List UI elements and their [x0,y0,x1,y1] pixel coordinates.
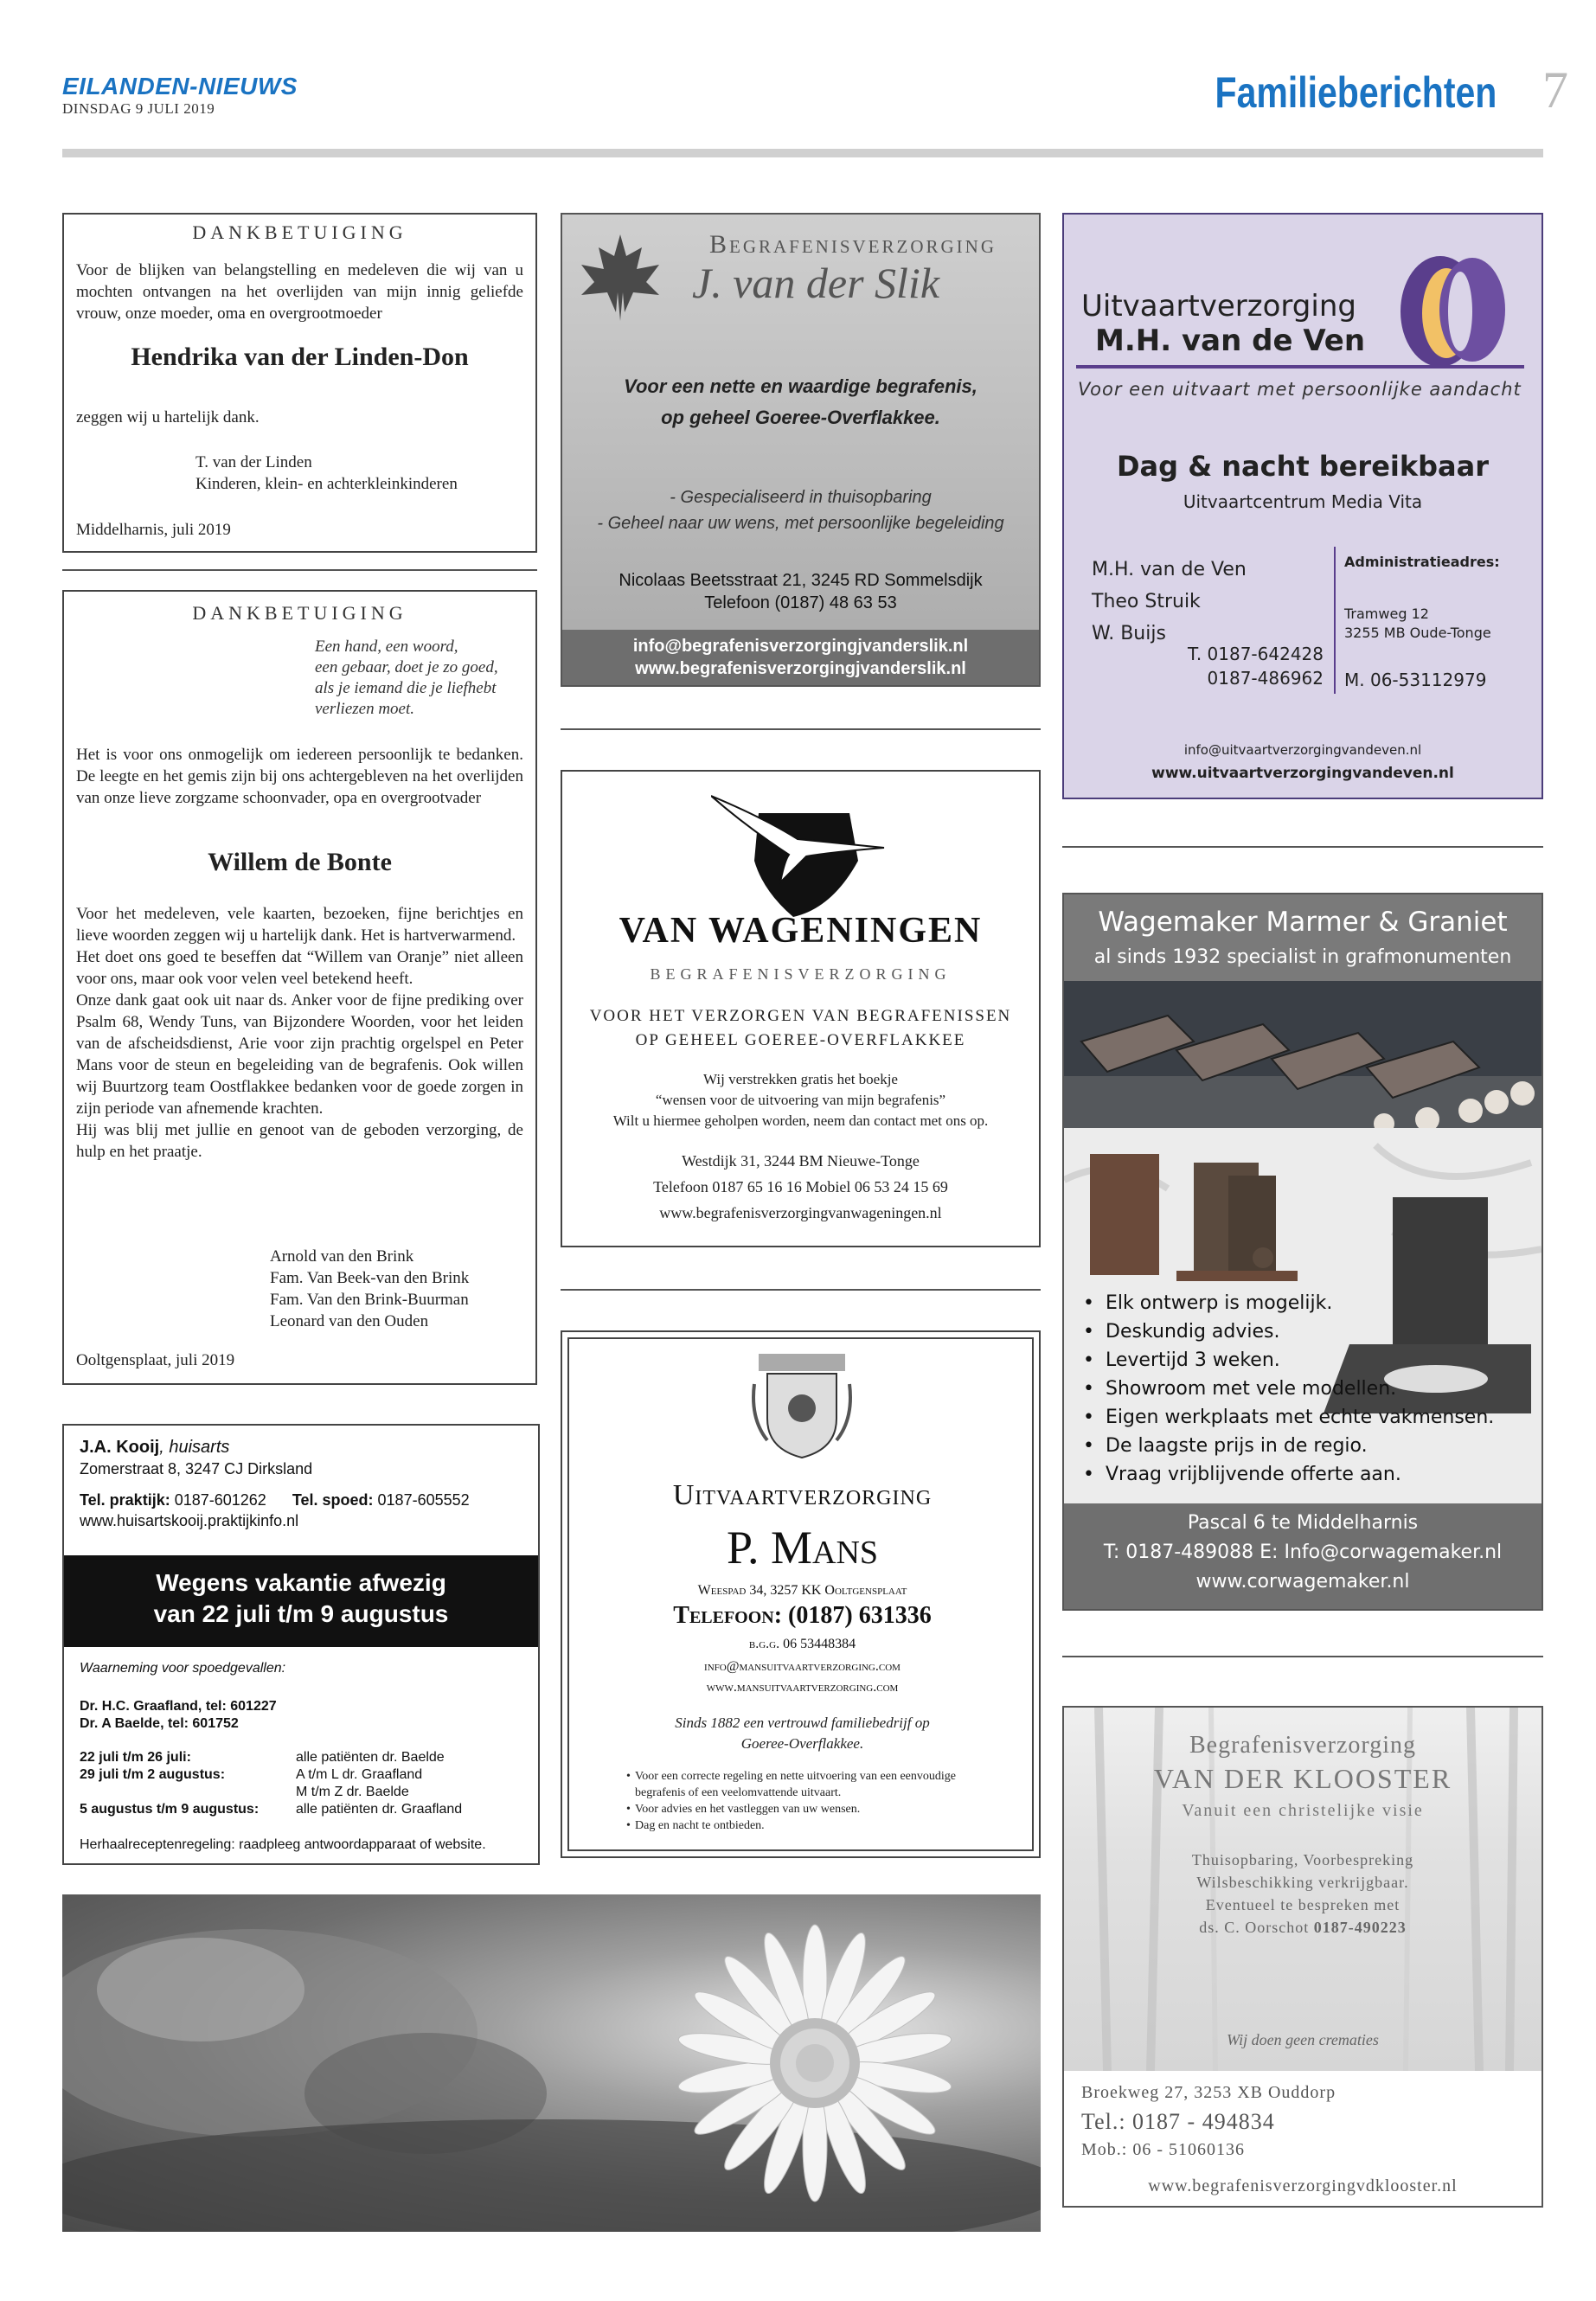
poem-line: verliezen moet. [315,700,415,718]
masthead-logo: EILANDEN-NIEUWS [62,73,298,99]
slik-tagline: op geheel Goeree-Overflakkee. [661,407,940,428]
doctor-phones [80,1491,470,1509]
doctor-website[interactable]: www.huisartskooij.praktijkinfo.nl [80,1512,299,1529]
column-divider [561,1289,1041,1291]
dove-shield-icon [711,787,893,917]
klooster-phone: Tel.: 0187 - 494834 [1081,2109,1275,2134]
wagemaker-footer [1064,1503,1542,1609]
mans-title: Uitvaartverzorging [672,1479,933,1511]
paragraph: Het doet ons goed te beseffen dat “Willem van Oranje” niet alleen voor ons, maar ook voor velen veel betekend heeft. [76,948,523,988]
column-divider [62,569,537,571]
ven-website[interactable]: www.uitvaartverzorgingvandeven.nl [1151,765,1454,782]
klooster-website[interactable]: www.begrafenisverzorgingvdklooster.nl [1148,2176,1458,2195]
poem-line: een gebaar, doet je zo goed, [315,658,498,676]
slik-phone: Telefoon (0187) 48 63 53 [704,593,897,612]
ad-wagemaker [1062,893,1543,1611]
wageningen-text: Wilt u hiermee geholpen worden, neem dan contact met ons op. [612,1112,989,1129]
wageningen-line: VOOR HET VERZORGEN VAN BEGRAFENISSEN [589,1007,1012,1025]
wagemaker-header [1064,894,1542,981]
klooster-title-name: VAN DER KLOOSTER [1153,1763,1452,1794]
mans-address: Weespad 34, 3257 KK Ooltgensplaat [697,1583,907,1598]
slik-website[interactable]: www.begrafenisverzorgingjvanderslik.nl [635,659,966,678]
ven-phone: 0187-486962 [1207,668,1324,689]
wagemaker-address: Pascal 6 te Middelharnis [1187,1512,1419,1534]
ven-email[interactable]: info@uitvaartverzorgingvandeven.nl [1183,742,1422,758]
ven-staff-list [1092,554,1247,650]
list-item: • Showroom met vele modellen. [1080,1375,1529,1403]
column-divider [1062,1656,1543,1657]
ven-logo-icon [1393,253,1514,374]
mans-phone: Telefoon: (0187) 631336 [673,1602,932,1629]
replacement-doctor: Dr. A Baelde, tel: 601752 [80,1716,239,1731]
poem [315,637,498,720]
coat-of-arms-icon [750,1349,854,1462]
doctor-name: J.A. Kooij [80,1438,160,1457]
signature-line: Arnold van den Brink [270,1247,414,1266]
schedule-table [80,1749,529,1818]
tel-number: 0187-601262 [170,1491,266,1509]
ven-admin-address: 3255 MB Oude-Tonge [1344,625,1491,641]
list-item: • De laagste prijs in de regio. [1080,1432,1529,1460]
page-number: 7 [1542,61,1568,119]
wageningen-website[interactable]: www.begrafenisverzorgingvanwageningen.nl [659,1204,942,1221]
slik-bullet: - Geheel naar uw wens, met persoonlijke begeleiding [597,514,1004,533]
schedule-row [80,1749,529,1766]
ven-tagline: Voor een uitvaart met persoonlijke aandacht [1078,379,1522,400]
schedule-period: 5 augustus t/m 9 augustus: [80,1802,260,1817]
doctor-role: , huisarts [159,1438,230,1457]
ad-van-de-ven [1062,213,1543,799]
notice-place-date: Ooltgensplaat, juli 2019 [76,1351,235,1369]
klooster-line: Eventueel te bespreken met [1205,1896,1401,1913]
dankbetuiging-willem [62,590,537,1385]
maple-leaf-icon [573,230,668,325]
schedule-period: 22 juli t/m 26 juli: [80,1750,191,1765]
slik-title-name: J. van der Slik [692,259,940,307]
poem-line: als je iemand die je liefhebt [315,679,497,697]
staff-name: Theo Struik [1092,591,1201,612]
list-item: • Deskundig advies. [1080,1317,1529,1346]
klooster-contact-person: ds. C. Oorschot [1199,1919,1310,1936]
klooster-no-cremation: Wij doen geen crematies [1227,2031,1379,2048]
list-item: • Voor advies en het vastleggen van uw wensen. [623,1801,995,1817]
showroom-photo [1064,981,1542,1128]
staff-name: W. Buijs [1092,623,1166,644]
wageningen-text: “wensen voor de uitvoering van mijn begrafenis” [655,1092,946,1108]
wageningen-line: OP GEHEEL GOEREE-OVERFLAKKEE [635,1031,966,1049]
wageningen-subtitle: BEGRAFENISVERZORGING [650,965,952,983]
slik-bullet: - Gespecialiseerd in thuisopbaring [670,488,932,507]
wageningen-text: Wij verstrekken gratis het boekje [703,1071,898,1087]
notice-title: DANKBETUIGING [192,221,407,243]
klooster-mobile: Mob.: 06 - 51060136 [1081,2140,1245,2159]
wagemaker-website[interactable]: www.corwagemaker.nl [1195,1571,1410,1593]
slik-address: Nicolaas Beetsstraat 21, 3245 RD Sommelsdijk [619,571,983,590]
klooster-line [1064,1919,1542,1937]
notice-place-date: Middelharnis, juli 2019 [76,521,231,539]
doctor-address: Zomerstraat 8, 3247 CJ Dirksland [80,1460,313,1477]
ven-admin-label: Administratieadres: [1344,554,1500,570]
klooster-tagline: Vanuit een christelijke visie [1182,1801,1424,1820]
staff-name: M.H. van de Ven [1092,559,1247,580]
header-rule [62,149,1543,157]
list-item: • Vraag vrijblijvende offerte aan. [1080,1460,1529,1489]
ven-admin-address: Tramweg 12 [1344,606,1429,622]
notice-body [76,903,523,1163]
notice-thanks: zeggen wij u hartelijk dank. [76,408,260,426]
mans-bullets [623,1768,995,1834]
slik-title-top: Begrafenisverzorging [709,230,997,259]
signature-line: Kinderen, klein- en achterkleinkinderen [195,475,458,493]
signature-line: Fam. Van Beek-van den Brink [270,1269,470,1287]
signature-line: T. van der Linden [195,453,312,471]
wagemaker-contact: T: 0187-489088 E: Info@corwagemaker.nl [1103,1541,1503,1563]
spoed-number: 0187-605552 [373,1491,470,1509]
ven-centrum: Uitvaartcentrum Media Vita [1183,491,1423,512]
poem-line: Een hand, een woord, [315,638,458,656]
kooij-notice [62,1424,540,1865]
ven-phone: T. 0187-642428 [1187,644,1324,664]
notice-intro: Het is voor ons onmogelijk om iedereen persoonlijk te bedanken. De leegte en het gemis zijn bij ons achtergebleven na het overlijden van onze lieve zorgzame schoonvader, opa en overgrootvader [76,746,523,807]
notice-intro: Voor de blijken van belangstelling en medeleven die wij van u mochten ontvangen na het overlijden van mijn innig geliefde vrouw, onze moeder, oma en overgrootmoeder [76,261,523,323]
ad-p-mans [561,1330,1041,1858]
ad-van-der-slik [561,213,1041,687]
mans-since: Sinds 1882 een vertrouwd familiebedrijf op [675,1715,930,1731]
klooster-title-top: Begrafenisverzorging [1189,1732,1417,1759]
schedule-coverage: A t/m L dr. Graafland [296,1767,423,1782]
mans-name: P. Mans [726,1522,879,1574]
list-item: • Eigen werkplaats met echte vakmensen. [1080,1403,1529,1432]
ven-name: M.H. van de Ven [1095,324,1366,358]
daisy-photo [62,1894,1041,2232]
column-divider [1062,846,1543,848]
slik-contact-bar [562,630,1039,685]
ad-van-der-klooster [1062,1706,1543,2208]
paragraph: Onze dank gaat ook uit naar ds. Anker voor de fijne prediking over Psalm 68, Wendy Tuns, van Bijzondere Woorden, voor het leiden van de afscheidsdienst, Arie voor zijn prachtig orgelspel en Peter Mans voor de steun en begeleiding van de begrafenis. Ook willen wij Buurtzorg team Oostflakkee bedanken voor de goede zorgen in zijn periode van afnemende krachten. [76,991,523,1118]
section-title: Familieberichten [1215,68,1497,117]
list-item: • Dag en nacht te ontbieden. [623,1817,995,1834]
doctor-name-line [80,1438,229,1458]
schedule-coverage: alle patiënten dr. Graafland [296,1802,463,1817]
signature-line: Fam. Van den Brink-Buurman [270,1291,469,1309]
paragraph: Voor het medeleven, vele kaarten, bezoeken, fijne berichtjes en lieve woorden zeggen wij u hartelijk dank. Het is hartverwarmend. [76,905,523,945]
list-item: • Levertijd 3 weken. [1080,1346,1529,1375]
paragraph: Hij was blij met jullie en genoot van de geboden verzorging, de hulp en het praatje. [76,1121,523,1161]
schedule-row [80,1784,529,1801]
schedule-coverage: alle patiënten dr. Baelde [296,1750,445,1765]
wagemaker-subtitle: al sinds 1932 specialist in grafmonumenten [1093,946,1512,968]
signatures [270,1246,469,1332]
list-item: • Elk ontwerp is mogelijk. [1080,1289,1529,1317]
klooster-forest-backdrop [1064,1708,1542,2071]
column-divider [561,728,1041,730]
list-item: • Voor een correcte regeling en nette uitvoering van een eenvoudige begrafenis of een veelomvattende uitvaart. [623,1768,995,1801]
mans-alt-phone: b.g.g. 06 53448384 [748,1637,856,1651]
deceased-name: Hendrika van der Linden-Don [131,343,469,371]
slik-email[interactable]: info@begrafenisverzorgingjvanderslik.nl [632,637,969,656]
mans-since: Goeree-Overflakkee. [740,1735,864,1752]
ven-availability: Dag & nacht bereikbaar [1116,450,1490,483]
ven-title: Uitvaartverzorging [1081,289,1356,324]
spoed-label: Tel. spoed: [292,1491,374,1509]
vacation-banner [64,1555,538,1647]
wagemaker-title: Wagemaker Marmer & Graniet [1098,907,1508,938]
wagemaker-bullets [1080,1289,1529,1489]
schedule-row [80,1766,529,1784]
schedule-period: 29 juli t/m 2 augustus: [80,1767,226,1782]
prescription-note: Herhaalreceptenregeling: raadpleeg antwoordapparaat of website. [80,1837,486,1852]
klooster-contact-phone: 0187-490223 [1309,1919,1407,1936]
signature-line: Leonard van den Ouden [270,1312,429,1330]
waarneming-label: Waarneming voor spoedgevallen: [80,1661,286,1676]
ven-mobile: M. 06-53112979 [1344,670,1487,690]
wageningen-phone: Telefoon 0187 65 16 16 Mobiel 06 53 24 15 69 [653,1178,948,1195]
schedule-row [80,1801,529,1818]
wageningen-name: VAN WAGENINGEN [619,911,983,951]
ven-divider [1334,547,1336,694]
slik-tagline: Voor een nette en waardige begrafenis, [624,375,977,397]
schedule-coverage: M t/m Z dr. Baelde [296,1785,409,1799]
publication-date: DINSDAG 9 JULI 2019 [62,100,215,117]
deceased-name: Willem de Bonte [208,848,392,876]
wageningen-address: Westdijk 31, 3244 BM Nieuwe-Tonge [682,1152,920,1170]
replacement-doctor: Dr. H.C. Graafland, tel: 601227 [80,1699,277,1714]
mans-website[interactable]: www.mansuitvaartverzorging.com [706,1680,899,1695]
banner-line: van 22 juli t/m 9 augustus [153,1600,449,1627]
tel-label: Tel. praktijk: [80,1491,170,1509]
ven-underline [1076,365,1524,369]
ad-van-wageningen [561,770,1041,1247]
klooster-line: Thuisopbaring, Voorbespreking [1191,1851,1414,1868]
klooster-address: Broekweg 27, 3253 XB Ouddorp [1081,2083,1336,2102]
mans-email[interactable]: info@mansuitvaartverzorging.com [704,1659,901,1674]
dankbetuiging-hendrika [62,213,537,553]
notice-title: DANKBETUIGING [192,602,407,624]
banner-line: Wegens vakantie afwezig [156,1569,446,1596]
schedule-period [80,1784,296,1801]
daisy-illustration [62,1894,1041,2232]
klooster-line: Wilsbeschikking verkrijgbaar. [1196,1874,1409,1891]
